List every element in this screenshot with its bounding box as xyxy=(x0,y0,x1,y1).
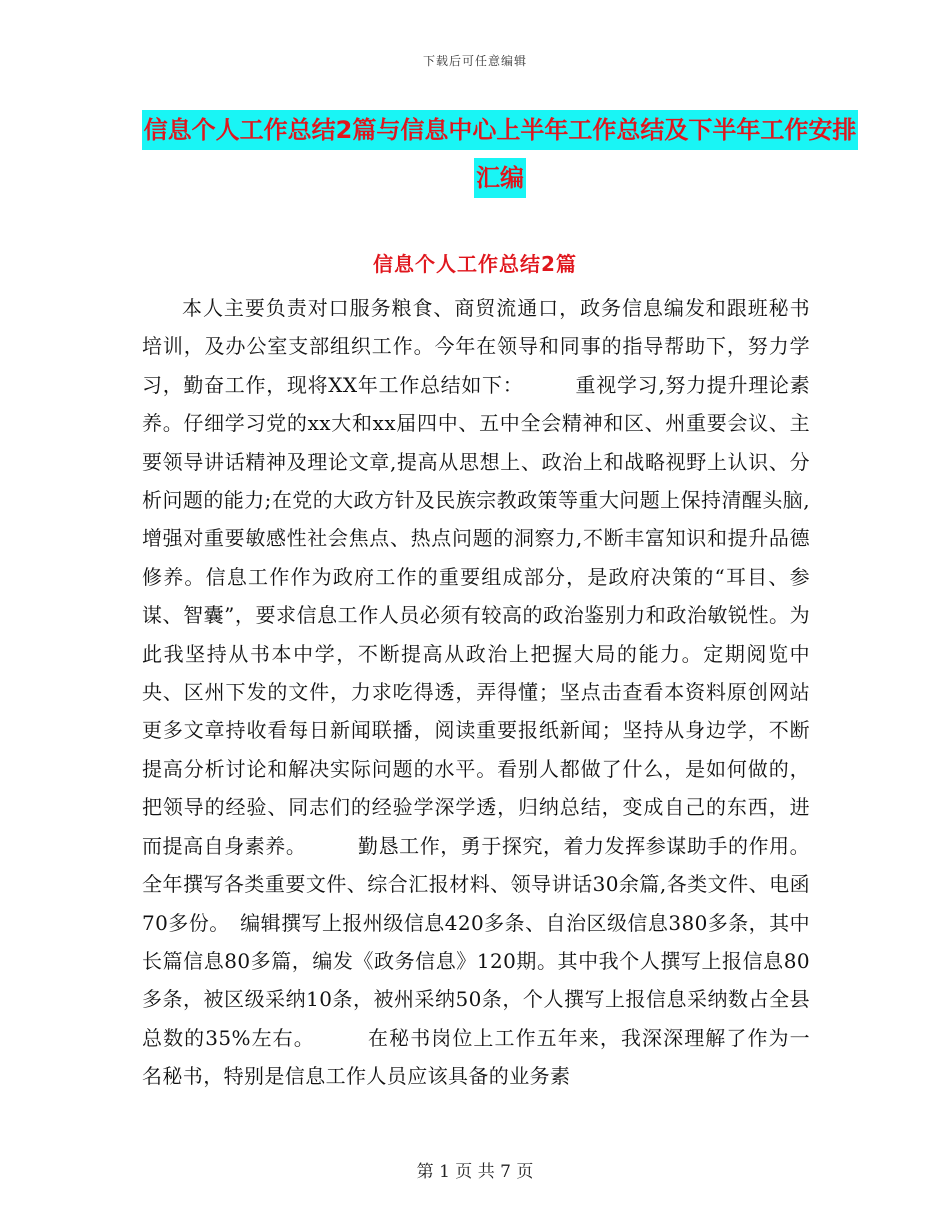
page-number: 第 1 页 共 7 页 xyxy=(416,1162,534,1182)
header-note: 下载后可任意编辑 xyxy=(422,54,527,68)
document-title-text: 信息个人工作总结2篇与信息中心上半年工作总结及下半年工作安排汇编 xyxy=(142,110,859,198)
body-paragraph: 本人主要负责对口服务粮食、商贸流通口，政务信息编发和跟班秘书培训，及办公室支部组织工作。今年在领导和同事的指导帮助下，努力学习，勤奋工作，现将XX年工作总结如下： 重视学习,努力提升理论素养。仔细学习党的xx大和xx届四中、五中全会精神和区、州重要会议、主要领导讲话精神及理论文章,提高从思想上、政治上和战略视野上认识、分析问题的能力;在党的大政方针及民族宗教政策等重大问题上保持清醒头脑,增强对重要敏感性社会焦点、热点问题的洞察力,不断丰富知识和提升品德修养。信息工作作为政府工作的重要组成部分，是政府决策的“耳目、参谋、智囊”，要求信息工作人员必须有较高的政治鉴别力和政治敏锐性。为此我坚持从书本中学，不断提高从政治上把握大局的能力。定期阅览中央、区州下发的文件，力求吃得透，弄得懂；坚点击查看本资料原创网站更多文章持收看每日新闻联播，阅读重要报纸新闻；坚持从身边学，不断提高分析讨论和解决实际问题的水平。看别人都做了什么，是如何做的，把领导的经验、同志们的经验学深学透，归纳总结，变成自己的东西，进而提高自身素养。 勤恳工作，勇于探究，着力发挥参谋助手的作用。全年撰写各类重要文件、综合汇报材料、领导讲话30余篇,各类文件、电函70多份。 编辑撰写上报州级信息420多条、自治区级信息380多条，其中长篇信息80多篇，编发《政务信息》120期。其中我个人撰写上报信息80多条，被区级采纳10条，被州采纳50条，个人撰写上报信息采纳数占全县总数的35%左右。 在秘书岗位上工作五年来，我深深理解了作为一名秘书，特别是信息工作人员应该具备的业务素 xyxy=(142,296,810,1089)
document-title xyxy=(140,106,860,202)
section-title: 信息个人工作总结2篇 xyxy=(373,252,577,276)
